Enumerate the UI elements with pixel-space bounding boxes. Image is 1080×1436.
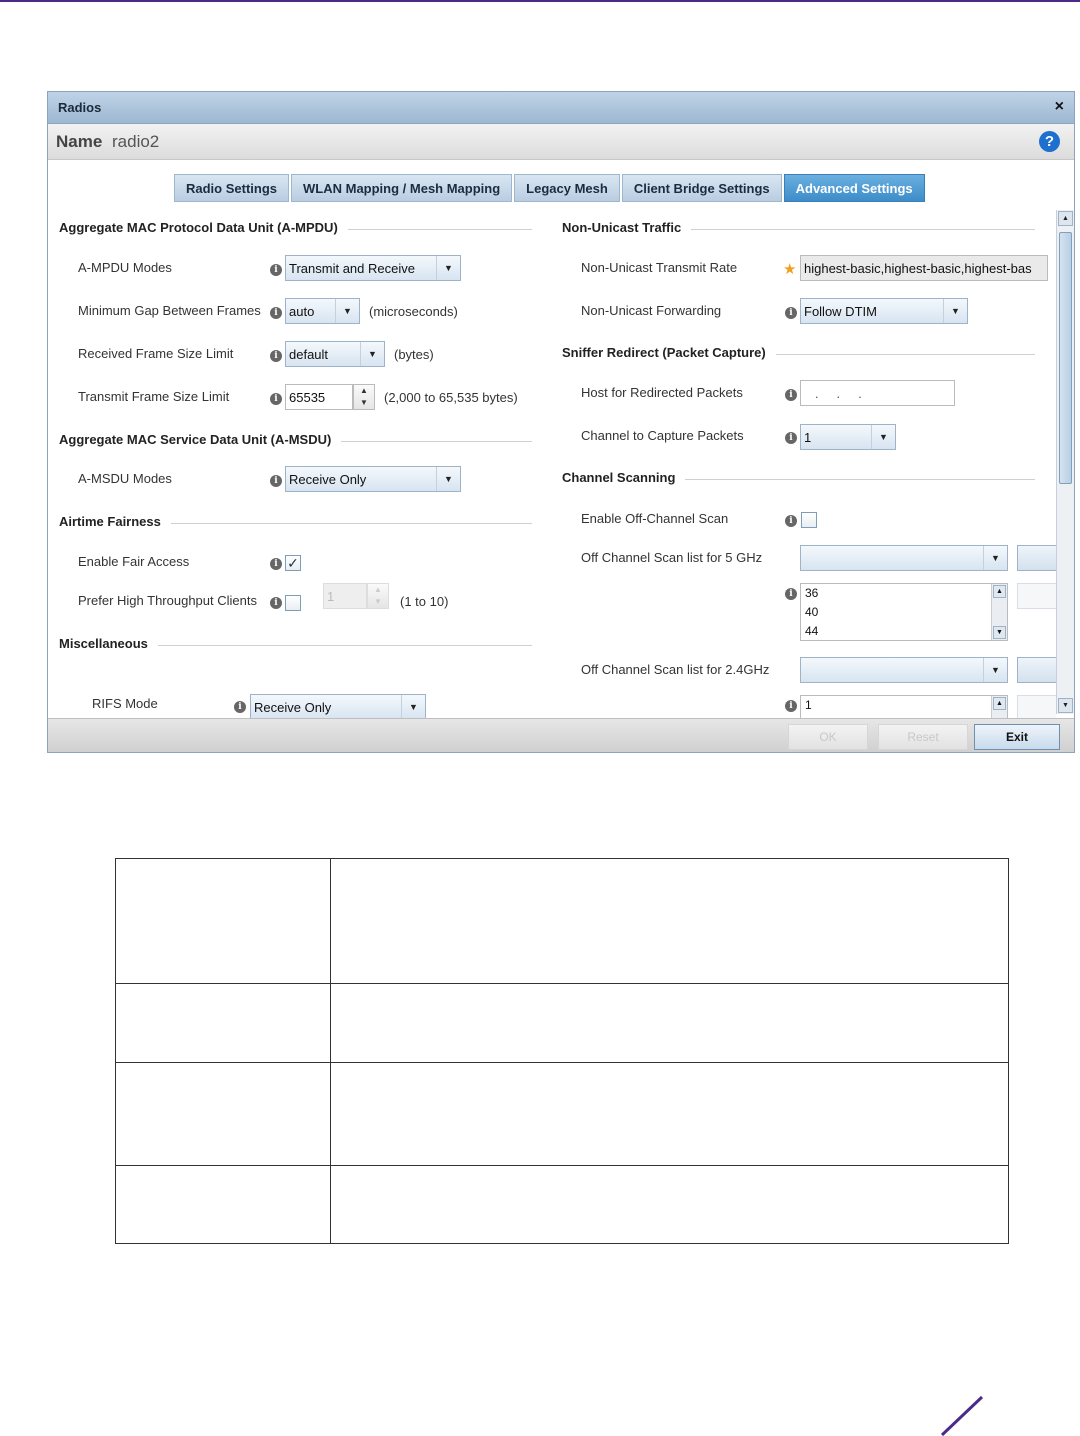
- scan-list-24ghz-label: Off Channel Scan list for 2.4GHz: [581, 662, 770, 677]
- info-icon[interactable]: i: [785, 432, 797, 444]
- nonunicast-forwarding-value: Follow DTIM: [804, 304, 877, 319]
- panel-scrollbar[interactable]: [1056, 210, 1074, 714]
- min-gap-select[interactable]: [285, 298, 360, 324]
- host-redirect-label: Host for Redirected Packets: [581, 385, 743, 400]
- capture-channel-label: Channel to Capture Packets: [581, 428, 744, 443]
- rx-limit-value: default: [289, 347, 329, 362]
- scrollbar-thumb[interactable]: [1059, 232, 1072, 484]
- chevron-down-icon: ▼: [871, 425, 895, 449]
- spin-down-icon[interactable]: ▼: [360, 398, 368, 407]
- nonunicast-rate-input[interactable]: highest-basic,highest-basic,highest-bas: [800, 255, 1048, 281]
- scan-list-5ghz-label: Off Channel Scan list for 5 GHz: [581, 550, 763, 565]
- tx-limit-stepper[interactable]: [353, 384, 375, 410]
- listbox-scrollbar[interactable]: [991, 696, 1007, 718]
- tx-limit-unit: (2,000 to 65,535 bytes): [384, 390, 518, 405]
- rifs-select[interactable]: [250, 694, 426, 718]
- scroll-up-icon[interactable]: ▲: [993, 697, 1006, 710]
- tab-advanced-settings[interactable]: Advanced Settings: [784, 174, 925, 202]
- offchannel-scan-checkbox[interactable]: [801, 512, 817, 528]
- rifs-label: RIFS Mode: [92, 696, 158, 711]
- info-icon[interactable]: i: [234, 701, 246, 713]
- help-icon[interactable]: ?: [1039, 131, 1060, 152]
- table-row: [116, 859, 1009, 984]
- min-gap-unit: (microseconds): [369, 304, 458, 319]
- radios-dialog: [47, 91, 1075, 753]
- min-gap-label: Minimum Gap Between Frames: [78, 303, 261, 318]
- tx-limit-label: Transmit Frame Size Limit: [78, 389, 230, 404]
- rx-limit-select[interactable]: [285, 341, 385, 367]
- nonunicast-rate-label: Non-Unicast Transmit Rate: [581, 260, 738, 275]
- info-icon[interactable]: i: [785, 389, 797, 401]
- page-top-rule: [0, 0, 1080, 2]
- nonunicast-forwarding-select[interactable]: [800, 298, 968, 324]
- capture-channel-value: 1: [804, 430, 812, 445]
- ampdu-modes-label: A-MPDU Modes: [78, 260, 172, 275]
- scan-list-5ghz-listbox[interactable]: [800, 583, 1008, 641]
- table-row: [116, 1166, 1009, 1244]
- remove-24ghz-button[interactable]: [1017, 695, 1056, 718]
- prefer-ht-unit: (1 to 10): [400, 594, 449, 609]
- info-icon[interactable]: i: [270, 475, 282, 487]
- prefer-ht-input[interactable]: 1: [323, 583, 367, 609]
- brand-slash-mark: [940, 1396, 984, 1436]
- min-gap-value: auto: [289, 304, 315, 319]
- chevron-down-icon: ▼: [360, 342, 384, 366]
- table-cell: [331, 1166, 1009, 1244]
- ampdu-section-title: Aggregate MAC Protocol Data Unit (A-MPDU): [59, 220, 348, 235]
- prefer-ht-stepper[interactable]: [367, 583, 389, 609]
- list-item[interactable]: 44: [805, 624, 819, 638]
- scan-list-24ghz-select[interactable]: [800, 657, 1008, 683]
- table-cell: [331, 984, 1009, 1063]
- amsdu-modes-select[interactable]: [285, 466, 461, 492]
- dialog-footer: [48, 718, 1074, 753]
- add-24ghz-button[interactable]: [1017, 657, 1056, 683]
- table-cell: [331, 1063, 1009, 1166]
- capture-channel-select[interactable]: [800, 424, 896, 450]
- tab-client-bridge-settings[interactable]: Client Bridge Settings: [622, 174, 782, 202]
- table-cell: [116, 859, 331, 984]
- reset-button[interactable]: Reset: [878, 724, 968, 750]
- name-label: Name: [56, 132, 103, 151]
- table-row: [116, 1063, 1009, 1166]
- list-item[interactable]: 1: [805, 698, 812, 712]
- host-ip-input[interactable]: . . .: [800, 380, 955, 406]
- exit-button[interactable]: Exit: [974, 724, 1060, 750]
- table-cell: [331, 859, 1009, 984]
- listbox-scrollbar[interactable]: [991, 584, 1007, 640]
- amsdu-modes-label: A-MSDU Modes: [78, 471, 172, 486]
- name-bar: [48, 124, 1074, 160]
- rx-limit-unit: (bytes): [394, 347, 434, 362]
- table-cell: [116, 1166, 331, 1244]
- chevron-down-icon: ▼: [335, 299, 359, 323]
- ok-button[interactable]: OK: [788, 724, 868, 750]
- misc-section-title: Miscellaneous: [59, 636, 158, 651]
- scroll-down-icon[interactable]: ▼: [1058, 698, 1073, 713]
- scan-list-24ghz-listbox[interactable]: [800, 695, 1008, 718]
- ampdu-modes-select[interactable]: [285, 255, 461, 281]
- fair-access-checkbox[interactable]: ✓: [285, 555, 301, 571]
- dialog-titlebar: [48, 92, 1074, 124]
- required-star-icon: ★: [783, 261, 797, 278]
- spin-down-icon[interactable]: ▼: [374, 597, 382, 606]
- list-item[interactable]: 36: [805, 586, 819, 600]
- scroll-down-icon[interactable]: ▼: [993, 626, 1006, 639]
- list-item[interactable]: 40: [805, 605, 819, 619]
- tab-bar: [174, 174, 927, 202]
- offchannel-scan-label: Enable Off-Channel Scan: [581, 511, 729, 526]
- spin-up-icon[interactable]: ▲: [360, 386, 368, 395]
- name-value: radio2: [112, 132, 160, 151]
- amsdu-section-title: Aggregate MAC Service Data Unit (A-MSDU): [59, 432, 341, 447]
- tx-limit-input[interactable]: 65535: [285, 384, 353, 410]
- prefer-ht-checkbox[interactable]: [285, 595, 301, 611]
- info-icon[interactable]: i: [270, 393, 282, 405]
- chevron-down-icon: ▼: [436, 467, 460, 491]
- nonunicast-section-title: Non-Unicast Traffic: [562, 220, 691, 235]
- nonunicast-forwarding-label: Non-Unicast Forwarding: [581, 303, 722, 318]
- amsdu-modes-value: Receive Only: [289, 472, 367, 487]
- table-cell: [116, 984, 331, 1063]
- info-icon[interactable]: i: [785, 588, 797, 600]
- tab-wlan-mesh-mapping[interactable]: WLAN Mapping / Mesh Mapping: [291, 174, 512, 202]
- sniffer-section-title: Sniffer Redirect (Packet Capture): [562, 345, 776, 360]
- scroll-up-icon[interactable]: ▲: [993, 585, 1006, 598]
- info-icon[interactable]: i: [270, 264, 282, 276]
- spin-up-icon[interactable]: ▲: [374, 585, 382, 594]
- table-cell: [116, 1063, 331, 1166]
- info-icon[interactable]: i: [270, 350, 282, 362]
- info-icon[interactable]: i: [785, 515, 797, 527]
- info-icon[interactable]: i: [785, 700, 797, 712]
- rx-limit-label: Received Frame Size Limit: [78, 346, 234, 361]
- prefer-ht-label: Prefer High Throughput Clients: [78, 593, 257, 608]
- table-row: [116, 984, 1009, 1063]
- tab-radio-settings[interactable]: Radio Settings: [174, 174, 289, 202]
- chevron-down-icon: ▼: [983, 546, 1007, 570]
- scan-list-5ghz-select[interactable]: [800, 545, 1008, 571]
- chevron-down-icon: ▼: [983, 658, 1007, 682]
- chevron-down-icon: ▼: [436, 256, 460, 280]
- chevron-down-icon: ▼: [401, 695, 425, 718]
- info-icon[interactable]: i: [785, 307, 797, 319]
- add-5ghz-button[interactable]: [1017, 545, 1056, 571]
- info-icon[interactable]: i: [270, 307, 282, 319]
- info-icon[interactable]: i: [270, 597, 282, 609]
- ampdu-modes-value: Transmit and Receive: [289, 261, 415, 276]
- description-table: [115, 858, 1009, 1244]
- rifs-value: Receive Only: [254, 700, 332, 715]
- fair-access-label: Enable Fair Access: [78, 554, 190, 569]
- scroll-up-icon[interactable]: ▲: [1058, 211, 1073, 226]
- advanced-settings-panel: [48, 210, 1056, 718]
- tab-legacy-mesh[interactable]: Legacy Mesh: [514, 174, 620, 202]
- airtime-section-title: Airtime Fairness: [59, 514, 171, 529]
- brand-slash-line: [942, 1397, 982, 1435]
- remove-5ghz-button[interactable]: [1017, 583, 1056, 609]
- info-icon[interactable]: i: [270, 558, 282, 570]
- scanning-section-title: Channel Scanning: [562, 470, 685, 485]
- close-icon[interactable]: ×: [1054, 98, 1064, 115]
- dialog-title: Radios: [58, 100, 102, 115]
- chevron-down-icon: ▼: [943, 299, 967, 323]
